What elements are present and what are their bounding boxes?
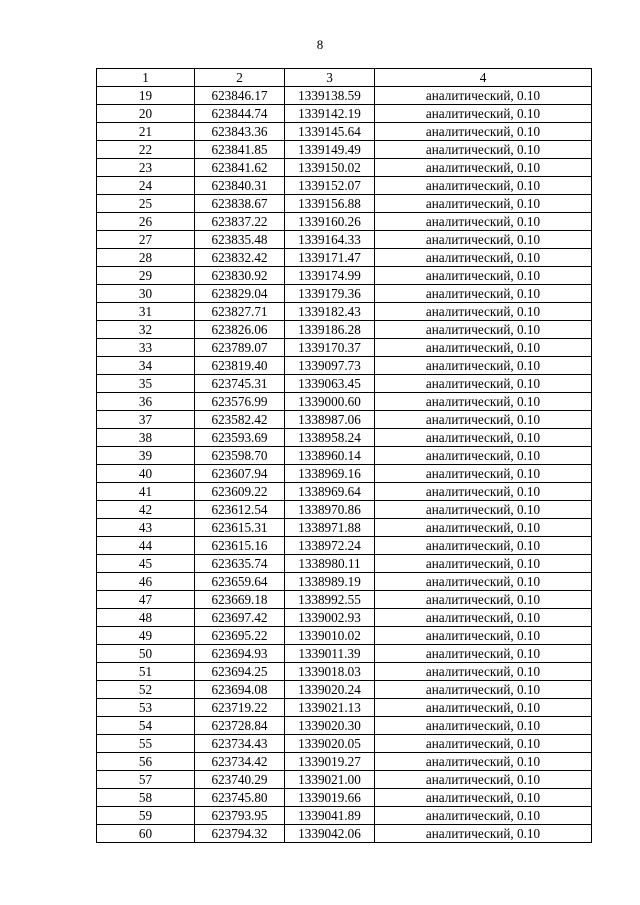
table-row [97, 357, 592, 375]
y-coordinate-cell: 1339042.06 [285, 825, 375, 843]
x-coordinate-cell: 623734.43 [195, 735, 285, 753]
table-row [97, 501, 592, 519]
point-number-cell: 32 [97, 321, 195, 339]
table-row [97, 339, 592, 357]
x-coordinate-cell: 623827.71 [195, 303, 285, 321]
method-accuracy-cell: аналитический, 0.10 [375, 717, 592, 735]
method-accuracy-cell: аналитический, 0.10 [375, 375, 592, 393]
x-coordinate-cell: 623697.42 [195, 609, 285, 627]
x-coordinate-cell: 623659.64 [195, 573, 285, 591]
point-number-cell: 50 [97, 645, 195, 663]
method-accuracy-cell: аналитический, 0.10 [375, 483, 592, 501]
x-coordinate-cell: 623838.67 [195, 195, 285, 213]
table-row [97, 411, 592, 429]
table-row [97, 681, 592, 699]
y-coordinate-cell: 1339019.66 [285, 789, 375, 807]
x-coordinate-cell: 623832.42 [195, 249, 285, 267]
table-row [97, 213, 592, 231]
method-accuracy-cell: аналитический, 0.10 [375, 303, 592, 321]
method-accuracy-cell: аналитический, 0.10 [375, 699, 592, 717]
y-coordinate-cell: 1339145.64 [285, 123, 375, 141]
point-number-cell: 24 [97, 177, 195, 195]
table-row [97, 735, 592, 753]
x-coordinate-cell: 623837.22 [195, 213, 285, 231]
point-number-cell: 21 [97, 123, 195, 141]
x-coordinate-cell: 623694.93 [195, 645, 285, 663]
x-coordinate-cell: 623576.99 [195, 393, 285, 411]
method-accuracy-cell: аналитический, 0.10 [375, 501, 592, 519]
y-coordinate-cell: 1339152.07 [285, 177, 375, 195]
y-coordinate-cell: 1339021.00 [285, 771, 375, 789]
method-accuracy-cell: аналитический, 0.10 [375, 627, 592, 645]
x-coordinate-cell: 623593.69 [195, 429, 285, 447]
point-number-cell: 43 [97, 519, 195, 537]
table-row [97, 717, 592, 735]
y-coordinate-cell: 1339164.33 [285, 231, 375, 249]
table-row [97, 429, 592, 447]
method-accuracy-cell: аналитический, 0.10 [375, 231, 592, 249]
y-coordinate-cell: 1339021.13 [285, 699, 375, 717]
x-coordinate-cell: 623841.85 [195, 141, 285, 159]
y-coordinate-cell: 1338972.24 [285, 537, 375, 555]
x-coordinate-cell: 623612.54 [195, 501, 285, 519]
y-coordinate-cell: 1339011.39 [285, 645, 375, 663]
x-coordinate-cell: 623829.04 [195, 285, 285, 303]
method-accuracy-cell: аналитический, 0.10 [375, 753, 592, 771]
point-number-cell: 55 [97, 735, 195, 753]
point-number-cell: 58 [97, 789, 195, 807]
point-number-cell: 33 [97, 339, 195, 357]
y-coordinate-cell: 1339000.60 [285, 393, 375, 411]
method-accuracy-cell: аналитический, 0.10 [375, 267, 592, 285]
x-coordinate-cell: 623843.36 [195, 123, 285, 141]
x-coordinate-cell: 623826.06 [195, 321, 285, 339]
point-number-cell: 41 [97, 483, 195, 501]
y-coordinate-cell: 1339138.59 [285, 87, 375, 105]
point-number-cell: 20 [97, 105, 195, 123]
x-coordinate-cell: 623745.80 [195, 789, 285, 807]
method-accuracy-cell: аналитический, 0.10 [375, 87, 592, 105]
point-number-cell: 47 [97, 591, 195, 609]
y-coordinate-cell: 1338971.88 [285, 519, 375, 537]
point-number-cell: 37 [97, 411, 195, 429]
point-number-cell: 39 [97, 447, 195, 465]
method-accuracy-cell: аналитический, 0.10 [375, 663, 592, 681]
y-coordinate-cell: 1338969.16 [285, 465, 375, 483]
x-coordinate-cell: 623841.62 [195, 159, 285, 177]
y-coordinate-cell: 1339063.45 [285, 375, 375, 393]
y-coordinate-cell: 1338987.06 [285, 411, 375, 429]
point-number-cell: 22 [97, 141, 195, 159]
point-number-cell: 53 [97, 699, 195, 717]
method-accuracy-cell: аналитический, 0.10 [375, 249, 592, 267]
method-accuracy-cell: аналитический, 0.10 [375, 681, 592, 699]
x-coordinate-cell: 623719.22 [195, 699, 285, 717]
method-accuracy-cell: аналитический, 0.10 [375, 537, 592, 555]
table-row [97, 195, 592, 213]
point-number-cell: 29 [97, 267, 195, 285]
x-coordinate-cell: 623615.16 [195, 537, 285, 555]
method-accuracy-cell: аналитический, 0.10 [375, 357, 592, 375]
point-number-cell: 52 [97, 681, 195, 699]
x-coordinate-cell: 623734.42 [195, 753, 285, 771]
table-header-row [97, 69, 592, 87]
table-row [97, 249, 592, 267]
method-accuracy-cell: аналитический, 0.10 [375, 285, 592, 303]
y-coordinate-cell: 1339002.93 [285, 609, 375, 627]
point-number-cell: 60 [97, 825, 195, 843]
point-number-cell: 42 [97, 501, 195, 519]
table-row [97, 771, 592, 789]
x-coordinate-cell: 623728.84 [195, 717, 285, 735]
table-row [97, 285, 592, 303]
column-header-4: 4 [375, 69, 592, 87]
table-row [97, 447, 592, 465]
table-row [97, 573, 592, 591]
method-accuracy-cell: аналитический, 0.10 [375, 411, 592, 429]
y-coordinate-cell: 1339174.99 [285, 267, 375, 285]
column-header-1: 1 [97, 69, 195, 87]
table-row [97, 375, 592, 393]
y-coordinate-cell: 1338970.86 [285, 501, 375, 519]
y-coordinate-cell: 1339019.27 [285, 753, 375, 771]
x-coordinate-cell: 623694.08 [195, 681, 285, 699]
point-number-cell: 35 [97, 375, 195, 393]
point-number-cell: 23 [97, 159, 195, 177]
point-number-cell: 56 [97, 753, 195, 771]
point-number-cell: 27 [97, 231, 195, 249]
table-row [97, 231, 592, 249]
y-coordinate-cell: 1339170.37 [285, 339, 375, 357]
y-coordinate-cell: 1339150.02 [285, 159, 375, 177]
method-accuracy-cell: аналитический, 0.10 [375, 105, 592, 123]
x-coordinate-cell: 623835.48 [195, 231, 285, 249]
x-coordinate-cell: 623669.18 [195, 591, 285, 609]
y-coordinate-cell: 1339149.49 [285, 141, 375, 159]
y-coordinate-cell: 1339020.30 [285, 717, 375, 735]
coordinates-table [96, 68, 592, 843]
y-coordinate-cell: 1339186.28 [285, 321, 375, 339]
y-coordinate-cell: 1339018.03 [285, 663, 375, 681]
table-row [97, 159, 592, 177]
table-row [97, 609, 592, 627]
y-coordinate-cell: 1339179.36 [285, 285, 375, 303]
x-coordinate-cell: 623598.70 [195, 447, 285, 465]
method-accuracy-cell: аналитический, 0.10 [375, 339, 592, 357]
table-row [97, 141, 592, 159]
y-coordinate-cell: 1339020.24 [285, 681, 375, 699]
method-accuracy-cell: аналитический, 0.10 [375, 771, 592, 789]
x-coordinate-cell: 623695.22 [195, 627, 285, 645]
method-accuracy-cell: аналитический, 0.10 [375, 195, 592, 213]
y-coordinate-cell: 1338958.24 [285, 429, 375, 447]
table-row [97, 627, 592, 645]
method-accuracy-cell: аналитический, 0.10 [375, 213, 592, 231]
method-accuracy-cell: аналитический, 0.10 [375, 429, 592, 447]
point-number-cell: 40 [97, 465, 195, 483]
table-row [97, 519, 592, 537]
method-accuracy-cell: аналитический, 0.10 [375, 123, 592, 141]
x-coordinate-cell: 623844.74 [195, 105, 285, 123]
table-row [97, 393, 592, 411]
point-number-cell: 59 [97, 807, 195, 825]
method-accuracy-cell: аналитический, 0.10 [375, 321, 592, 339]
point-number-cell: 44 [97, 537, 195, 555]
x-coordinate-cell: 623794.32 [195, 825, 285, 843]
point-number-cell: 31 [97, 303, 195, 321]
method-accuracy-cell: аналитический, 0.10 [375, 591, 592, 609]
table-row [97, 807, 592, 825]
point-number-cell: 19 [97, 87, 195, 105]
point-number-cell: 25 [97, 195, 195, 213]
point-number-cell: 57 [97, 771, 195, 789]
x-coordinate-cell: 623635.74 [195, 555, 285, 573]
point-number-cell: 26 [97, 213, 195, 231]
method-accuracy-cell: аналитический, 0.10 [375, 825, 592, 843]
point-number-cell: 49 [97, 627, 195, 645]
y-coordinate-cell: 1339020.05 [285, 735, 375, 753]
method-accuracy-cell: аналитический, 0.10 [375, 141, 592, 159]
table-row [97, 123, 592, 141]
x-coordinate-cell: 623745.31 [195, 375, 285, 393]
method-accuracy-cell: аналитический, 0.10 [375, 645, 592, 663]
x-coordinate-cell: 623793.95 [195, 807, 285, 825]
point-number-cell: 54 [97, 717, 195, 735]
method-accuracy-cell: аналитический, 0.10 [375, 159, 592, 177]
point-number-cell: 30 [97, 285, 195, 303]
x-coordinate-cell: 623840.31 [195, 177, 285, 195]
table-row [97, 645, 592, 663]
table-row [97, 465, 592, 483]
point-number-cell: 46 [97, 573, 195, 591]
column-header-2: 2 [195, 69, 285, 87]
x-coordinate-cell: 623819.40 [195, 357, 285, 375]
method-accuracy-cell: аналитический, 0.10 [375, 735, 592, 753]
table-row [97, 87, 592, 105]
x-coordinate-cell: 623846.17 [195, 87, 285, 105]
table-row [97, 303, 592, 321]
table-row [97, 105, 592, 123]
y-coordinate-cell: 1339160.26 [285, 213, 375, 231]
point-number-cell: 36 [97, 393, 195, 411]
point-number-cell: 34 [97, 357, 195, 375]
y-coordinate-cell: 1339041.89 [285, 807, 375, 825]
method-accuracy-cell: аналитический, 0.10 [375, 807, 592, 825]
column-header-3: 3 [285, 69, 375, 87]
point-number-cell: 28 [97, 249, 195, 267]
y-coordinate-cell: 1338989.19 [285, 573, 375, 591]
table-row [97, 825, 592, 843]
x-coordinate-cell: 623609.22 [195, 483, 285, 501]
y-coordinate-cell: 1339182.43 [285, 303, 375, 321]
table-row [97, 483, 592, 501]
x-coordinate-cell: 623615.31 [195, 519, 285, 537]
x-coordinate-cell: 623830.92 [195, 267, 285, 285]
method-accuracy-cell: аналитический, 0.10 [375, 573, 592, 591]
x-coordinate-cell: 623582.42 [195, 411, 285, 429]
method-accuracy-cell: аналитический, 0.10 [375, 609, 592, 627]
table-row [97, 177, 592, 195]
y-coordinate-cell: 1338960.14 [285, 447, 375, 465]
point-number-cell: 48 [97, 609, 195, 627]
method-accuracy-cell: аналитический, 0.10 [375, 447, 592, 465]
y-coordinate-cell: 1339142.19 [285, 105, 375, 123]
table-row [97, 663, 592, 681]
table-row [97, 555, 592, 573]
table-row [97, 537, 592, 555]
point-number-cell: 38 [97, 429, 195, 447]
y-coordinate-cell: 1339156.88 [285, 195, 375, 213]
page-number: 8 [316, 37, 324, 52]
table-row [97, 789, 592, 807]
y-coordinate-cell: 1339097.73 [285, 357, 375, 375]
table-row [97, 267, 592, 285]
y-coordinate-cell: 1339010.02 [285, 627, 375, 645]
table-row [97, 699, 592, 717]
method-accuracy-cell: аналитический, 0.10 [375, 393, 592, 411]
x-coordinate-cell: 623694.25 [195, 663, 285, 681]
table-row [97, 591, 592, 609]
method-accuracy-cell: аналитический, 0.10 [375, 789, 592, 807]
table-body [97, 87, 592, 843]
table-row [97, 321, 592, 339]
point-number-cell: 45 [97, 555, 195, 573]
method-accuracy-cell: аналитический, 0.10 [375, 519, 592, 537]
method-accuracy-cell: аналитический, 0.10 [375, 555, 592, 573]
y-coordinate-cell: 1339171.47 [285, 249, 375, 267]
y-coordinate-cell: 1338969.64 [285, 483, 375, 501]
method-accuracy-cell: аналитический, 0.10 [375, 465, 592, 483]
y-coordinate-cell: 1338980.11 [285, 555, 375, 573]
x-coordinate-cell: 623789.07 [195, 339, 285, 357]
point-number-cell: 51 [97, 663, 195, 681]
y-coordinate-cell: 1338992.55 [285, 591, 375, 609]
table-row [97, 753, 592, 771]
x-coordinate-cell: 623607.94 [195, 465, 285, 483]
x-coordinate-cell: 623740.29 [195, 771, 285, 789]
method-accuracy-cell: аналитический, 0.10 [375, 177, 592, 195]
